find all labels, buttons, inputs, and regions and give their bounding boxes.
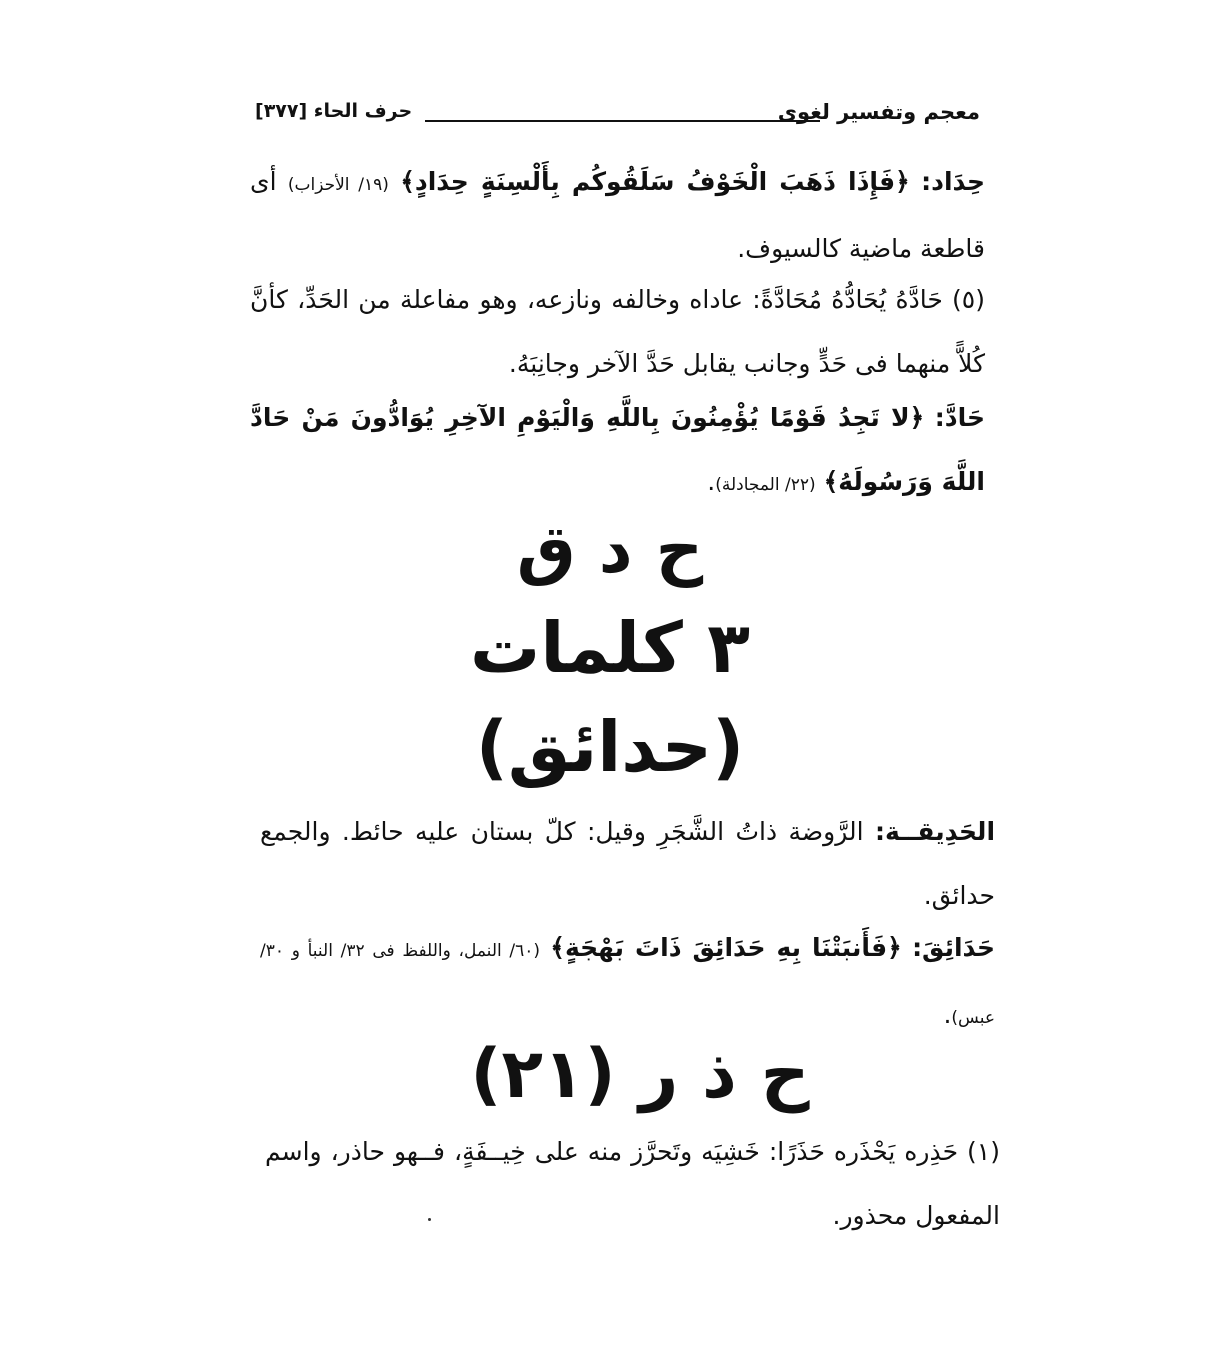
entry-text: (١) حَذِره يَحْذَره حَذَرًا: خَشِيَه وتَحرَّز منه على خِيــفَةٍ، فــهو حاذر، واسم المفعول محذور. [265, 1137, 1000, 1230]
entry-definition: الرَّوضة ذاتُ الشَّجَرِ وقيل: كلّ بستان عليه حائط. والجمع حدائق. [260, 817, 995, 910]
scan-speck [428, 1218, 431, 1221]
entry-term: حَادَّ: [934, 403, 985, 432]
entry-hadda [250, 386, 985, 517]
book-title: معجم وتفسير لغوى [777, 100, 980, 124]
root-word-count: ٣ كلمات [470, 607, 750, 689]
root-word-list: (حدائق) [475, 706, 745, 788]
verse-reference: (٦٠/ النمل، واللفظ فى ٣٢/ النبأ و ٣٠/ عبس) [260, 941, 995, 1028]
page-header [255, 100, 980, 132]
entry-definition: . [943, 1000, 952, 1029]
verse-reference: (٢٢/ المجادلة) [715, 475, 816, 495]
entry-haddahu [250, 268, 985, 396]
quran-verse: ﴿لا تَجِدُ قَوْمًا يُؤْمِنُونَ بِاللَّهِ وَالْيَوْمِ الآخِرِ يُوَادُّونَ مَنْ حَادَّ اللَّهَ وَرَسُولَهُ﴾ [250, 403, 985, 496]
entry-term: حِدَاد: [921, 167, 985, 196]
entry-term: حَدَائِقَ: [912, 933, 996, 962]
entry-hidad [250, 150, 985, 281]
entry-term: الحَدِيقــة: [874, 817, 996, 846]
entry-definition: أى قاطعة ماضية كالسيوف. [250, 167, 985, 263]
root-heading-hdr: ح ذ ر (٢١) [470, 1035, 810, 1114]
header-rule [425, 120, 820, 122]
page-reference: حرف الحاء [٣٧٧] [255, 100, 413, 122]
entry-hadiqa [260, 800, 995, 928]
verse-reference: (١٩/ الأحزاب) [287, 175, 389, 195]
entry-text: (٥) حَادَّهُ يُحَادُّهُ مُحَادَّةً: عاداه وخالفه ونازعه، وهو مفاعلة من الحَدِّ، كأنَّ كُلاًّ منهما فى حَدٍّ وجانب يقابل حَدَّ الآخر وجانِبَهُ. [250, 285, 985, 378]
entry-hadhirahu [265, 1120, 1000, 1248]
root-letters-hdq: ح د ق [516, 511, 704, 588]
entry-definition: . [707, 467, 716, 496]
quran-verse: ﴿فَأَنبَتْنَا بِهِ حَدَائِقَ ذَاتَ بَهْجَةٍ﴾ [550, 933, 902, 962]
quran-verse: ﴿فَإِذَا ذَهَبَ الْخَوْفُ سَلَقُوكُم بِأَلْسِنَةٍ حِدَادٍ﴾ [400, 167, 910, 196]
